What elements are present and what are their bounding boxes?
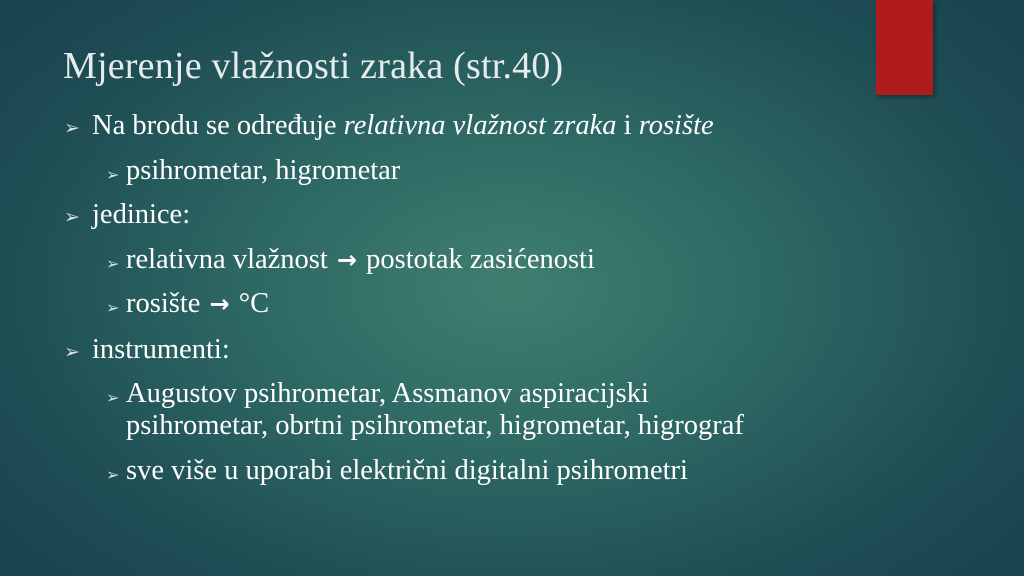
triangle-right-icon: ➢ (106, 254, 120, 273)
bullet-text-line-1: Augustov psihrometar, Assmanov aspiracijski (126, 378, 649, 409)
bullet-text: jedinice: (92, 199, 191, 230)
bullet-unit-dewpoint (106, 288, 270, 320)
right-arrow-icon: → (336, 246, 358, 274)
triangle-right-icon: ➢ (64, 206, 80, 228)
bullet-text-right: °C (238, 288, 270, 319)
bullet-text-part: i (616, 110, 639, 141)
bullet-text-left: relativna vlažnost (126, 244, 328, 275)
bullet-text-part: Na brodu se određuje (92, 110, 344, 141)
slide-title: Mjerenje vlažnosti zraka (str.40) (63, 45, 564, 87)
right-arrow-icon: → (209, 290, 230, 318)
bullet-text-right: postotak zasićenosti (366, 244, 595, 275)
bullet-text-italic-humidity: relativna vlažnost zraka (343, 110, 617, 141)
bullet-unit-relative-humidity (106, 244, 595, 276)
accent-tab (876, 0, 933, 95)
bullet-text-italic-dewpoint: rosište (638, 110, 714, 141)
bullet-units (64, 199, 191, 231)
bullet-measurement-onboard (64, 110, 714, 142)
bullet-digital-psychrometers (106, 455, 688, 487)
bullet-text-line-2: psihrometar, obrtni psihrometar, higrometar, higrograf (126, 410, 744, 441)
bullet-instruments-basic (106, 155, 401, 187)
bullet-instrument-list (106, 378, 744, 442)
bullet-text: sve više u uporabi električni digitalni psihrometri (126, 455, 688, 486)
triangle-right-icon: ➢ (106, 465, 120, 484)
triangle-right-icon: ➢ (64, 341, 80, 363)
triangle-right-icon: ➢ (106, 388, 120, 407)
bullet-instruments (64, 334, 230, 366)
triangle-right-icon: ➢ (64, 117, 80, 139)
bullet-text: psihrometar, higrometar (126, 155, 401, 186)
bullet-text-left: rosište (126, 288, 201, 319)
bullet-text: instrumenti: (92, 334, 230, 365)
triangle-right-icon: ➢ (106, 298, 120, 317)
triangle-right-icon: ➢ (106, 165, 120, 184)
